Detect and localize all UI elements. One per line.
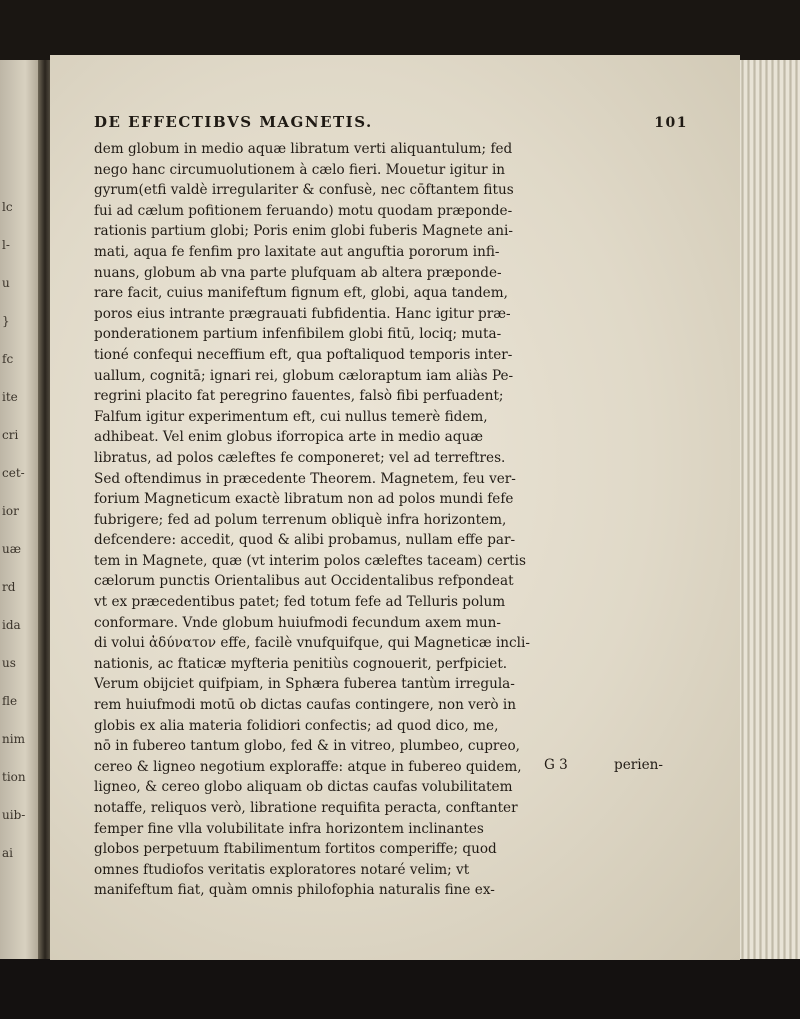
text-line: globis ex alia materia folidiori confectis; ad quod dico, me, — [94, 717, 499, 734]
signature-mark: G 3 — [544, 757, 568, 773]
text-line: tem in Magnete, quæ (vt interim polos cæleftes taceam) certis — [94, 552, 526, 569]
text-line: tioné confequi neceffium eft, qua poftaliquod temporis inter- — [94, 346, 513, 363]
left-page-text-fragment: rd — [2, 580, 16, 594]
text-line: fubrigere; fed ad polum terrenum obliquè infra horizontem, — [94, 511, 507, 528]
text-line: uallum, cognitā; ignari rei, globum cæloraptum iam aliàs Pe- — [94, 367, 514, 384]
text-line: cælorum punctis Orientalibus aut Occidentalibus refpondeat — [94, 573, 514, 590]
text-line: poros eius intrante prægrauati fubfidentia. Hanc igitur præ- — [94, 305, 511, 322]
text-line: globos perpetuum ftabilimentum fortitos comperiffe; quod — [94, 841, 497, 858]
text-line: femper fine vlla volubilitate infra horizontem inclinantes — [94, 820, 484, 837]
left-page-text-fragment: l- — [2, 238, 10, 252]
page-number: 101 — [654, 115, 688, 131]
left-page-text-fragment: cri — [2, 428, 19, 442]
text-line: di volui ἀδύνατον effe, facilè vnufquifque, qui Magneticæ incli- — [94, 635, 530, 652]
left-page-text-fragment: cet- — [2, 466, 25, 480]
left-page-text-fragment: ai — [2, 846, 13, 860]
text-line: adhibeat. Vel enim globus iforropica arte in medio aquæ — [94, 429, 484, 446]
left-page-fragment — [0, 60, 42, 960]
text-line: omnes ftudiofos veritatis exploratores notaré velim; vt — [94, 861, 470, 878]
left-page-text-fragment: uæ — [2, 542, 22, 556]
text-line: forium Magneticum exactè libratum non ad polos mundi fefe — [94, 491, 514, 508]
left-page-text-fragment: ite — [2, 390, 18, 404]
text-line: nego hanc circumuolutionem à cælo fieri. Mouetur igitur in — [94, 161, 506, 178]
text-line: Falfum igitur experimentum eft, cui nullus temerè fidem, — [94, 408, 488, 425]
left-page-text-fragment: fle — [2, 694, 18, 708]
footer-line — [94, 755, 700, 775]
text-line: Sed oftendimus in præcedente Theorem. Magnetem, feu ver- — [94, 470, 516, 487]
text-line: dem globum in medio aquæ libratum verti aliquantulum; fed — [94, 141, 513, 157]
text-line: mati, aqua fe fenfim pro laxitate aut anguftia pororum infi- — [94, 243, 500, 260]
text-line: fui ad cælum pofitionem feruando) motu quodam præponde- — [94, 202, 513, 219]
text-line: notaffe, reliquos verò, libratione requifita peracta, conftanter — [94, 800, 518, 816]
text-line: defcendere: accedit, quod & alibi probamus, nullam effe par- — [94, 532, 516, 549]
left-page-text-fragment: fc — [2, 352, 14, 366]
left-page-text-fragment: } — [2, 314, 10, 328]
text-line: regrini placito fat peregrino fauentes, falsò fibi perfuadent; — [94, 388, 504, 405]
text-line: manifeftum fiat, quàm omnis philofophia naturalis fine ex- — [94, 882, 495, 899]
body-text — [94, 139, 700, 901]
left-page-text-fragment: us — [2, 656, 16, 670]
page-edges — [738, 60, 800, 960]
text-line: nationis, ac ftaticæ myfteria penitiùs cognouerit, perfpiciet. — [94, 655, 508, 672]
catchword: perien- — [614, 757, 663, 773]
text-line: Verum obijciet quifpiam, in Sphæra fuberea tantùm irregula- — [94, 676, 515, 693]
text-line: gyrum(etfi valdè irregulariter & confusè, nec cōftantem fitus — [94, 182, 514, 199]
left-page-text-fragment: ior — [2, 504, 19, 518]
text-line: rare facit, cuius manifeftum fignum eft, globi, aqua tandem, — [94, 285, 508, 302]
running-title: DE EFFECTIBVS MAGNETIS. — [94, 113, 373, 131]
bottom-shadow — [0, 959, 800, 1019]
left-page-text-fragment: lc — [2, 200, 13, 214]
text-line: conformare. Vnde globum huiufmodi fecundum axem mun- — [94, 614, 501, 631]
running-head — [94, 113, 688, 131]
text-line: libratus, ad polos cæleftes fe componeret; vel ad terreftres. — [94, 449, 506, 466]
text-line: ligneo, & cereo globo aliquam ob dictas caufas volubilitatem — [94, 779, 513, 796]
left-page-text-fragment: uib- — [2, 808, 26, 822]
text-line: rem huiufmodi motū ob dictas caufas contingere, non verò in — [94, 697, 516, 714]
left-page-text-fragment: u — [2, 276, 10, 290]
text-line: nuans, globum ab vna parte plufquam ab altera præponde- — [94, 264, 502, 281]
text-line: vt ex præcedentibus patet; fed totum fefe ad Telluris polum — [94, 594, 506, 611]
text-line: ponderationem partium infenfibilem globi fitū, lociq; muta- — [94, 326, 502, 343]
left-page-text-fragment: nim — [2, 732, 25, 746]
text-line: rationis partium globi; Poris enim globi fuberis Magnete ani- — [94, 223, 513, 240]
text-line: nō in fubereo tantum globo, fed & in vitreo, plumbeo, cupreo, — [94, 738, 520, 755]
text-line: cereo & ligneo negotium exploraffe: atque in fubereo quidem, — [94, 758, 522, 775]
left-page-text-fragment: tion — [2, 770, 26, 784]
book-page — [50, 55, 740, 960]
left-page-text-fragment: ida — [2, 618, 21, 632]
